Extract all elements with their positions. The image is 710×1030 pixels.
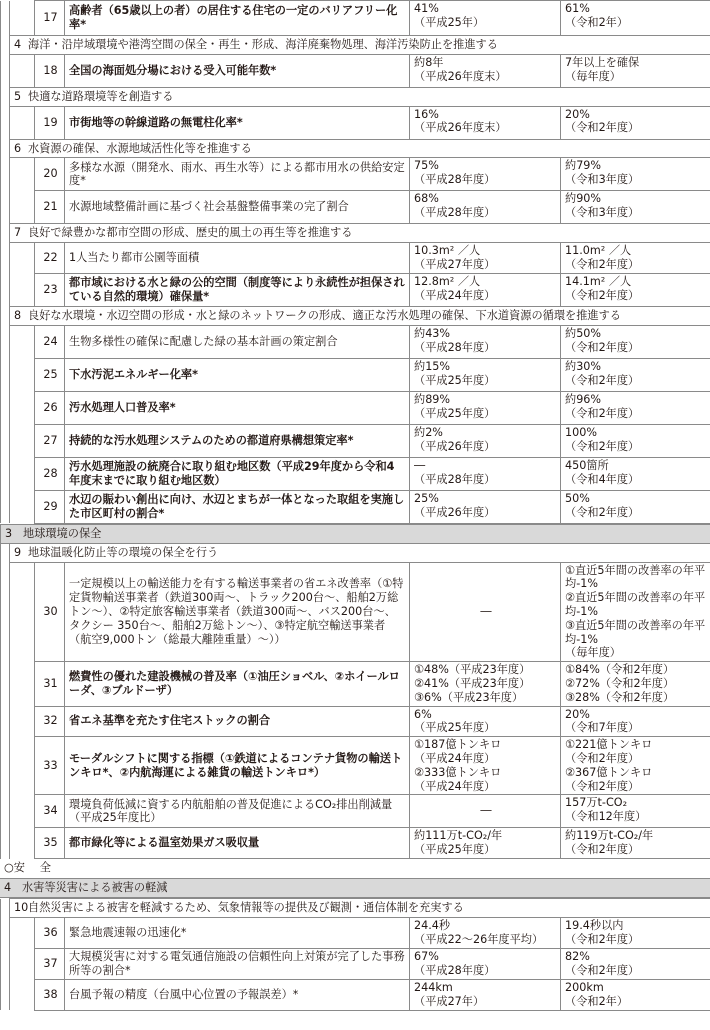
indicator-name: 水源地域整備計画に基づく社会基盤整備事業の完了割合 bbox=[65, 191, 410, 224]
indicator-row bbox=[1, 158, 710, 191]
indicator-number: 30 bbox=[35, 562, 65, 662]
baseline-text: 12.8m² ／人 （平成24年度） bbox=[414, 275, 496, 302]
baseline-value bbox=[410, 358, 561, 391]
target-text: 20% （令和2年度） bbox=[565, 107, 640, 135]
target-value bbox=[561, 1, 710, 36]
indent-cell bbox=[10, 191, 35, 224]
policy-row bbox=[1, 899, 710, 918]
indent-cell bbox=[1, 562, 10, 662]
indicator-row bbox=[1, 662, 710, 706]
policy-number: 5 bbox=[14, 89, 22, 103]
indent-cell bbox=[10, 979, 35, 1010]
baseline-value bbox=[410, 54, 561, 87]
target-value bbox=[561, 358, 710, 391]
target-text: 約30% （令和2年度） bbox=[565, 359, 640, 387]
target-text: 11.0m² ／人 （令和2年度） bbox=[565, 244, 640, 271]
indicator-name: 下水汚泥エネルギー化率* bbox=[65, 358, 410, 391]
indent-cell bbox=[1, 87, 10, 106]
target-value bbox=[561, 979, 710, 1010]
baseline-text: 67% （平成28年度） bbox=[414, 949, 496, 977]
policy-title-cell bbox=[10, 224, 710, 243]
indent-cell bbox=[1, 224, 10, 243]
target-value bbox=[561, 54, 710, 87]
policy-number: 6 bbox=[14, 141, 22, 155]
indent-cell bbox=[10, 795, 35, 828]
indicator-row bbox=[1, 562, 710, 662]
target-value bbox=[561, 795, 710, 828]
indent-cell bbox=[10, 562, 35, 662]
indicator-row bbox=[1, 243, 710, 274]
target-value bbox=[561, 948, 710, 979]
target-value bbox=[561, 490, 710, 523]
indicator-name: 市街地等の幹線道路の無電柱化率* bbox=[65, 106, 410, 139]
policy-number: 9 bbox=[14, 545, 22, 559]
indent-cell bbox=[1, 106, 10, 139]
baseline-value bbox=[410, 737, 561, 795]
target-text: 61% （令和2年） bbox=[565, 2, 629, 29]
baseline-value bbox=[410, 917, 561, 948]
target-value bbox=[561, 706, 710, 737]
indicator-number: 31 bbox=[35, 662, 65, 706]
policy-title: 良好な水環境・水辺空間の形成・水と緑のネットワークの形成、適正な汚水処理の確保、下水道資源の循環を推進する bbox=[28, 309, 621, 323]
indicator-number: 25 bbox=[35, 358, 65, 391]
indent-cell bbox=[1, 358, 10, 391]
indicator-row bbox=[1, 358, 710, 391]
indent-cell bbox=[10, 158, 35, 191]
target-value bbox=[561, 325, 710, 358]
policy-title-cell bbox=[10, 543, 710, 562]
indicator-name: 緊急地震速報の迅速化* bbox=[65, 917, 410, 948]
baseline-value bbox=[410, 106, 561, 139]
indicator-name: 全国の海面処分場における受入可能年数* bbox=[65, 54, 410, 87]
target-text: ①直近5年間の改善率の年平均-1% ②直近5年間の改善率の年平均-1% ③直近5年間の改善率の年平均-1% （毎年度） bbox=[565, 563, 706, 660]
indent-cell bbox=[10, 358, 35, 391]
baseline-value bbox=[410, 562, 561, 662]
target-value bbox=[561, 457, 710, 490]
target-text: 約50% （令和2年度） bbox=[565, 326, 640, 354]
target-text: 82% （令和2年度） bbox=[565, 949, 640, 977]
indicator-name: 大規模災害に対する電気通信施設の信頼性向上対策が完了した事務所等の割合* bbox=[65, 948, 410, 979]
baseline-value bbox=[410, 158, 561, 191]
policy-title-cell bbox=[10, 87, 710, 106]
baseline-value bbox=[410, 191, 561, 224]
indicator-row bbox=[1, 274, 710, 307]
baseline-text: ― （平成28年度） bbox=[414, 458, 496, 486]
section-title: 地球環境の保全 bbox=[23, 526, 102, 540]
indicator-name: 台風予報の精度（台風中心位置の予報誤差）* bbox=[65, 979, 410, 1010]
indicator-number: 29 bbox=[35, 490, 65, 523]
policy-number: 10 bbox=[14, 901, 29, 915]
indent-cell bbox=[10, 917, 35, 948]
target-text: 約119万t-CO₂/年 （令和2年度） bbox=[565, 829, 654, 857]
indicator-table-b bbox=[0, 524, 710, 859]
indicator-number: 27 bbox=[35, 424, 65, 457]
indent-cell bbox=[10, 828, 35, 859]
target-value bbox=[561, 917, 710, 948]
indicator-number: 36 bbox=[35, 917, 65, 948]
indent-cell bbox=[1, 307, 10, 326]
section-header-4 bbox=[0, 878, 710, 898]
target-value bbox=[561, 391, 710, 424]
indicator-name: 都市緑化等による温室効果ガス吸収量 bbox=[65, 828, 410, 859]
baseline-value bbox=[410, 828, 561, 859]
indent-cell bbox=[1, 36, 10, 55]
indicator-name: 汚水処理施設の統廃合に取り組む地区数（平成29年度から令和4年度末までに取り組む地区数） bbox=[65, 457, 410, 490]
indicator-name: 環境負荷低減に資する内航船舶の普及促進によるCO₂排出削減量（平成25年度比） bbox=[65, 795, 410, 828]
baseline-value bbox=[410, 457, 561, 490]
indicator-number: 24 bbox=[35, 325, 65, 358]
baseline-text: 25% （平成26年度） bbox=[414, 491, 496, 519]
baseline-text: ①187億トンキロ （平成24年度） ②333億トンキロ （平成24年度） bbox=[414, 738, 502, 793]
baseline-text: 16% （平成26年度末） bbox=[414, 107, 507, 135]
target-text: 100% （令和2年度） bbox=[565, 425, 640, 453]
indent-cell bbox=[1, 191, 10, 224]
indicator-row bbox=[1, 325, 710, 358]
indent-cell bbox=[1, 490, 10, 523]
baseline-text: 6% （平成25年度） bbox=[414, 707, 496, 735]
baseline-text: ― bbox=[480, 804, 492, 818]
indent-cell bbox=[1, 457, 10, 490]
indent-cell bbox=[10, 274, 35, 307]
indent-cell bbox=[10, 325, 35, 358]
target-value bbox=[561, 562, 710, 662]
indent-cell bbox=[1, 899, 10, 918]
baseline-value bbox=[410, 706, 561, 737]
policy-title: 水資源の確保、水源地域活性化等を推進する bbox=[28, 141, 252, 155]
policy-number: 4 bbox=[14, 38, 22, 51]
indicator-number: 21 bbox=[35, 191, 65, 224]
indent-cell bbox=[1, 706, 10, 737]
indent-cell bbox=[10, 424, 35, 457]
target-text: ①84%（令和2年度） ②72%（令和2年度） ③28%（令和2年度） bbox=[565, 663, 675, 704]
policy-title: 快適な道路環境等を創造する bbox=[28, 89, 174, 103]
target-text: ①221億トンキロ （令和2年度） ②367億トンキロ （令和2年度） bbox=[565, 738, 653, 793]
indent-cell bbox=[10, 391, 35, 424]
indent-cell bbox=[1, 737, 10, 795]
target-text: 200km （令和2年） bbox=[565, 980, 629, 1008]
indent-cell bbox=[10, 948, 35, 979]
baseline-value bbox=[410, 948, 561, 979]
policy-title: 自然災害による被害を軽減するため、気象情報等の提供及び観測・通信体制を充実する bbox=[28, 901, 464, 915]
target-text: 約79% （令和3年度） bbox=[565, 159, 640, 187]
indicator-number: 22 bbox=[35, 243, 65, 274]
target-text: 20% （令和7年度） bbox=[565, 707, 640, 735]
policy-title-cell bbox=[10, 36, 710, 55]
indicator-row bbox=[1, 828, 710, 859]
indicator-row bbox=[1, 948, 710, 979]
indicator-row bbox=[1, 795, 710, 828]
indicator-number: 19 bbox=[35, 106, 65, 139]
baseline-value bbox=[410, 490, 561, 523]
indicator-row bbox=[1, 737, 710, 795]
indent-cell bbox=[1, 274, 10, 307]
indent-cell bbox=[1, 543, 10, 562]
target-text: 約90% （令和3年度） bbox=[565, 192, 640, 220]
baseline-value bbox=[410, 325, 561, 358]
indicator-row bbox=[1, 457, 710, 490]
target-text: 19.4秒以内 （令和2年度） bbox=[565, 918, 640, 946]
indicator-number: 32 bbox=[35, 706, 65, 737]
baseline-value bbox=[410, 274, 561, 307]
indent-cell bbox=[1, 1, 10, 36]
indent-cell bbox=[10, 106, 35, 139]
indicator-row bbox=[1, 1, 710, 36]
baseline-text: ①48%（平成23年度） ②41%（平成23年度） ③6%（平成23年度） bbox=[414, 663, 531, 704]
indicator-row bbox=[1, 917, 710, 948]
indicator-number: 34 bbox=[35, 795, 65, 828]
baseline-text: 41% （平成25年） bbox=[414, 2, 485, 29]
baseline-text: 約8年 （平成26年度末） bbox=[414, 55, 507, 83]
policy-title-cell bbox=[10, 307, 710, 326]
baseline-text: 約43% （平成28年度） bbox=[414, 326, 496, 354]
indicator-row bbox=[1, 706, 710, 737]
policy-row bbox=[1, 87, 710, 106]
indicator-name: 汚水処理人口普及率* bbox=[65, 391, 410, 424]
indicator-row bbox=[1, 191, 710, 224]
indicator-row bbox=[1, 979, 710, 1010]
target-value bbox=[561, 106, 710, 139]
indicator-name: 持続的な汚水処理システムのための都道府県構想策定率* bbox=[65, 424, 410, 457]
policy-title-cell bbox=[10, 139, 710, 158]
policy-number: 8 bbox=[14, 309, 22, 323]
indicator-number: 33 bbox=[35, 737, 65, 795]
indent-cell bbox=[10, 706, 35, 737]
indicator-name: 燃費性の優れた建設機械の普及率（①油圧ショベル、②ホイールローダ、③ブルドーザ） bbox=[65, 662, 410, 706]
indent-cell bbox=[1, 917, 10, 948]
target-value bbox=[561, 191, 710, 224]
baseline-value bbox=[410, 243, 561, 274]
baseline-value bbox=[410, 979, 561, 1010]
indicator-row bbox=[1, 490, 710, 523]
indent-cell bbox=[1, 54, 10, 87]
target-text: 157万t-CO₂ （令和12年度） bbox=[565, 796, 647, 824]
indent-cell bbox=[10, 490, 35, 523]
indicator-name: 高齢者（65歳以上の者）の居住する住宅の一定のバリアフリー化率* bbox=[65, 1, 410, 36]
baseline-text: 24.4秒 （平成22～26年度平均） bbox=[414, 918, 544, 946]
indent-cell bbox=[1, 948, 10, 979]
indent-cell bbox=[1, 795, 10, 828]
policy-row bbox=[1, 224, 710, 243]
policy-title-cell bbox=[10, 899, 710, 918]
indent-cell bbox=[10, 662, 35, 706]
indicator-number: 38 bbox=[35, 979, 65, 1010]
baseline-text: ― bbox=[480, 604, 492, 618]
baseline-value bbox=[410, 391, 561, 424]
indicator-name: 多様な水源（開発水、雨水、再生水等）による都市用水の供給安定度* bbox=[65, 158, 410, 191]
target-value bbox=[561, 662, 710, 706]
indent-cell bbox=[10, 737, 35, 795]
indicator-row bbox=[1, 424, 710, 457]
baseline-value bbox=[410, 662, 561, 706]
indicator-number: 37 bbox=[35, 948, 65, 979]
baseline-value bbox=[410, 424, 561, 457]
indent-cell bbox=[10, 1, 35, 36]
target-text: 約96% （令和2年度） bbox=[565, 392, 640, 420]
target-text: 14.1m² ／人 （令和2年度） bbox=[565, 275, 640, 302]
indent-cell bbox=[1, 391, 10, 424]
baseline-text: 10.3m² ／人 （平成27年度） bbox=[414, 244, 496, 271]
indicator-name: 一定規模以上の輸送能力を有する輸送事業者の省エネ改善率（①特定貨物輸送事業者（鉄道300両～、トラック200台～、船舶2万総トン～）、②特定旅客輸送事業者（鉄道300両～、バス200台～、タクシー 350台～、船舶2万総トン～）、③特定航空輸送事業者（航空9,000トン（総最大離陸重量）～）） bbox=[65, 562, 410, 662]
baseline-value bbox=[410, 795, 561, 828]
indent-cell bbox=[1, 325, 10, 358]
indent-cell bbox=[1, 979, 10, 1010]
anzen-heading: ○安 全 bbox=[4, 861, 51, 875]
indicator-row bbox=[1, 106, 710, 139]
policy-row bbox=[1, 543, 710, 562]
policy-row bbox=[1, 307, 710, 326]
target-value bbox=[561, 424, 710, 457]
policy-title: 海洋・沿岸域環境や港湾空間の保全・再生・形成、海洋廃棄物処理、海洋汚染防止を推進する bbox=[28, 38, 498, 51]
indicator-name: モーダルシフトに関する指標（①鉄道によるコンテナ貨物の輸送トンキロ*、②内航海運による雑貨の輸送トンキロ*） bbox=[65, 737, 410, 795]
target-value bbox=[561, 243, 710, 274]
indent-cell bbox=[1, 158, 10, 191]
policy-row bbox=[1, 139, 710, 158]
policy-number: 7 bbox=[14, 226, 22, 240]
section-header-3 bbox=[1, 524, 710, 543]
policy-title: 地球温暖化防止等の環境の保全を行う bbox=[28, 545, 219, 559]
indicator-number: 18 bbox=[35, 54, 65, 87]
indicator-number: 35 bbox=[35, 828, 65, 859]
indent-cell bbox=[1, 139, 10, 158]
baseline-text: 約111万t-CO₂/年 （平成25年度） bbox=[414, 829, 503, 857]
baseline-text: 約15% （平成25年度） bbox=[414, 359, 496, 387]
indicator-number: 17 bbox=[35, 1, 65, 36]
indicator-table-c bbox=[0, 898, 710, 1011]
indicator-row bbox=[1, 391, 710, 424]
indent-cell bbox=[10, 54, 35, 87]
baseline-text: 約2% （平成26年度） bbox=[414, 425, 496, 453]
baseline-value bbox=[410, 1, 561, 36]
target-text: 450箇所 （令和4年度） bbox=[565, 458, 640, 486]
indicator-row bbox=[1, 54, 710, 87]
target-text: 50% （令和2年度） bbox=[565, 491, 640, 519]
baseline-text: 68% （平成28年度） bbox=[414, 192, 496, 220]
indent-cell bbox=[1, 828, 10, 859]
policy-row bbox=[1, 36, 710, 55]
indicator-name: 省エネ基準を充たす住宅ストックの割合 bbox=[65, 706, 410, 737]
target-value bbox=[561, 737, 710, 795]
section-number: 3 bbox=[5, 526, 13, 540]
indicator-number: 28 bbox=[35, 457, 65, 490]
indent-cell bbox=[10, 243, 35, 274]
target-value bbox=[561, 828, 710, 859]
indent-cell bbox=[1, 424, 10, 457]
section-number: 4 bbox=[4, 881, 12, 895]
indicator-name: 都市域における水と緑の公的空間（制度等により永続性が担保されている自然的環境）確保量* bbox=[65, 274, 410, 307]
indicator-number: 20 bbox=[35, 158, 65, 191]
indent-cell bbox=[1, 243, 10, 274]
indicator-name: 生物多様性の確保に配慮した緑の基本計画の策定割合 bbox=[65, 325, 410, 358]
baseline-text: 75% （平成28年度） bbox=[414, 159, 496, 187]
indicator-name: 1人当たり都市公園等面積 bbox=[65, 243, 410, 274]
baseline-text: 約89% （平成25年度） bbox=[414, 392, 496, 420]
target-value bbox=[561, 158, 710, 191]
indent-cell bbox=[1, 662, 10, 706]
policy-title: 良好で緑豊かな都市空間の形成、歴史的風土の再生等を推進する bbox=[28, 226, 353, 240]
target-value bbox=[561, 274, 710, 307]
target-text: 7年以上を確保 （毎年度） bbox=[565, 55, 640, 83]
indicator-name: 水辺の賑わい創出に向け、水辺とまちが一体となった取組を実施した市区町村の割合* bbox=[65, 490, 410, 523]
indicator-number: 26 bbox=[35, 391, 65, 424]
baseline-text: 244km （平成27年） bbox=[414, 980, 485, 1008]
section-title: 水害等災害による被害の軽減 bbox=[22, 881, 168, 895]
indicator-number: 23 bbox=[35, 274, 65, 307]
indent-cell bbox=[10, 457, 35, 490]
